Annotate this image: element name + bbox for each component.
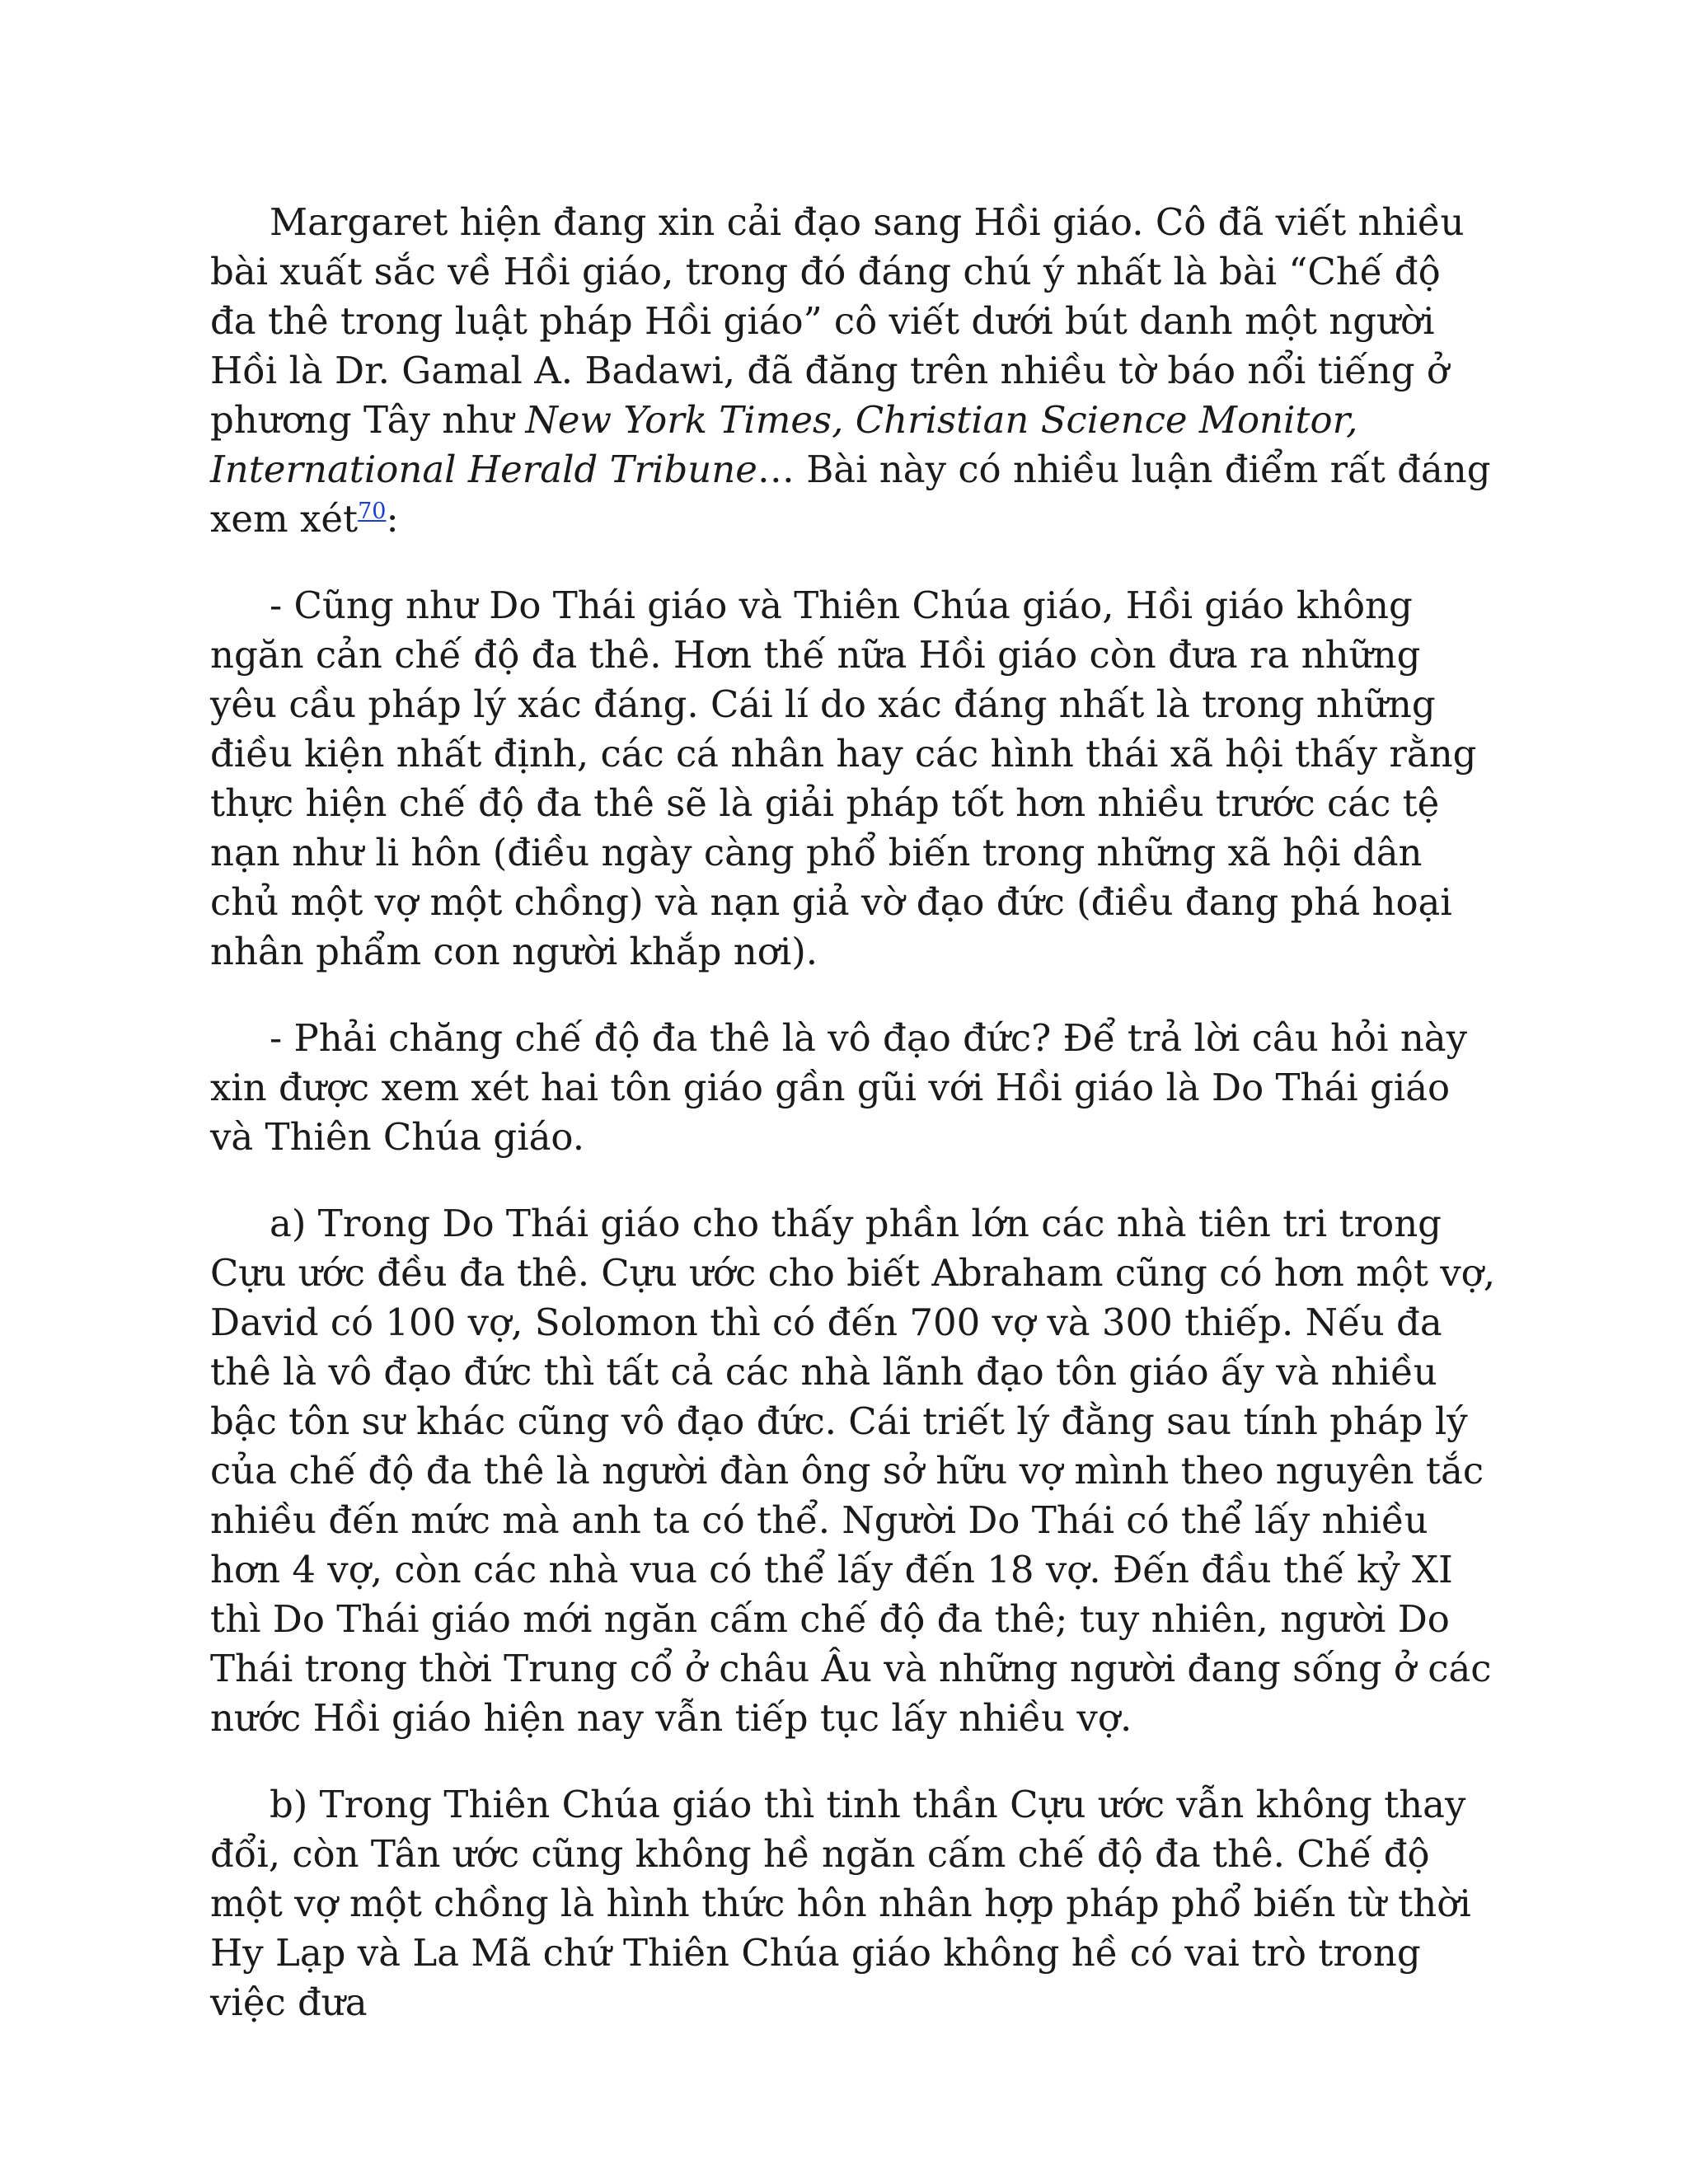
document-page <box>210 198 1496 2064</box>
paragraph-text: : <box>386 497 399 541</box>
paragraph-question: - Phải chăng chế độ đa thê là vô đạo đức? Để trả lời câu hỏi này xin được xem xét hai tôn giáo gần gũi với Hồi giáo là Do Thái giáo và Thiên Chúa giáo. <box>210 1016 1468 1159</box>
footnote-link[interactable]: 70 <box>358 499 387 524</box>
paragraph-polygamy-law: - Cũng như Do Thái giáo và Thiên Chúa giáo, Hồi giáo không ngăn cản chế độ đa thê. Hơn thế nữa Hồi giáo còn đưa ra những yêu cầu pháp lý xác đáng. Cái lí do xác đáng nhất là trong những điều kiện nhất định, các cá nhân hay các hình thái xã hội thấy rằng thực hiện chế độ đa thê sẽ là giải pháp tốt hơn nhiều trước các tệ nạn như li hôn (điều ngày càng phổ biến trong những xã hội dân chủ một vợ một chồng) và nạn giả vờ đạo đức (điều đang phá hoại nhân phẩm con người khắp nơi). <box>210 583 1477 973</box>
paragraph-christianity: b) Trong Thiên Chúa giáo thì tinh thần Cựu ước vẫn không thay đổi, còn Tân ước cũng không hề ngăn cấm chế độ đa thê. Chế độ một vợ một chồng là hình thức hôn nhân hợp pháp phổ biến từ thời Hy Lạp và La Mã chứ Thiên Chúa giáo không hề có vai trò trong việc đưa <box>210 1783 1471 2024</box>
paragraph-text: … Bài này có nhiều luận điểm rất đáng xem xét <box>210 448 1491 541</box>
paragraph-intro <box>210 198 1496 544</box>
paragraph-judaism: a) Trong Do Thái giáo cho thấy phần lớn các nhà tiên tri trong Cựu ước đều đa thê. Cựu ước cho biết Abraham cũng có hơn một vợ, David có 100 vợ, Solomon thì có đến 700 vợ và 300 thiếp. Nếu đa thê là vô đạo đức thì tất cả các nhà lãnh đạo tôn giáo ấy và nhiều bậc tôn sư khác cũng vô đạo đức. Cái triết lý đằng sau tính pháp lý của chế độ đa thê là người đàn ông sở hữu vợ mình theo nguyên tắc nhiều đến mức mà anh ta có thể. Người Do Thái có thể lấy nhiều hơn 4 vợ, còn các nhà vua có thể lấy đến 18 vợ. Đến đầu thế kỷ XI thì Do Thái giáo mới ngăn cấm chế độ đa thê; tuy nhiên, người Do Thái trong thời Trung cổ ở châu Âu và những người đang sống ở các nước Hồi giáo hiện nay vẫn tiếp tục lấy nhiều vợ. <box>210 1202 1496 1740</box>
newspaper-names: New York Times, Christian Science Monitor, International Herald Tribune <box>210 398 1358 491</box>
paragraph-text: Margaret hiện đang xin cải đạo sang Hồi giáo. Cô đã viết nhiều bài xuất sắc về Hồi giáo, trong đó đáng chú ý nhất là bài “Chế độ đa thê trong luật pháp Hồi giáo” cô viết dưới bút danh một người Hồi là Dr. Gamal A. Badawi, đã đăng trên nhiều tờ báo nổi tiếng ở phương Tây như <box>210 200 1465 442</box>
